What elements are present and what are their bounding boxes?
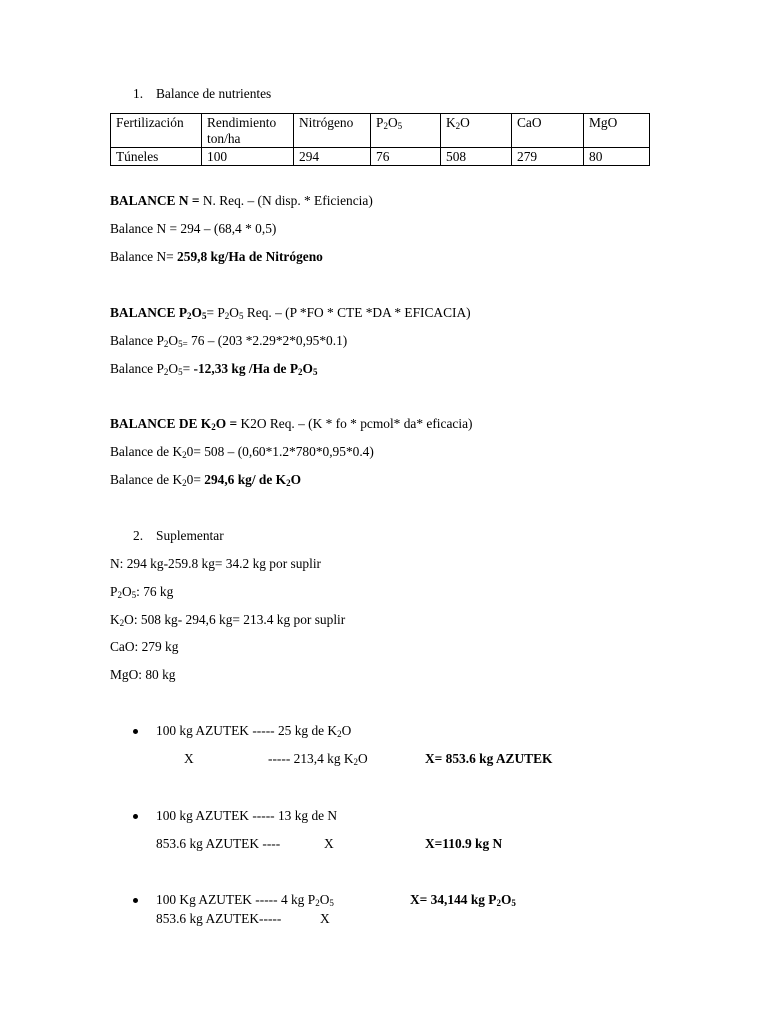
section-1-title: Balance de nutrientes: [156, 86, 272, 101]
balance-k-formula: BALANCE DE $K_2O = K2O$ Req. – (K * fo * pcmol* da* eficacia): [110, 416, 473, 432]
calc3-line1: 100 Kg AZUTEK ----- 4 kg $P_2O_5$: [156, 892, 334, 908]
supl-p2o5: $P_2O_5$: 76 kg: [110, 584, 174, 600]
table-cell: Túneles: [111, 148, 202, 166]
calc3-line2: 853.6 kg AZUTEK-----: [156, 911, 282, 926]
supl-n: N: 294 kg-259.8 kg= 34.2 kg por suplir: [110, 556, 322, 571]
calc2-x: X: [324, 836, 334, 851]
table-cell: 76: [371, 148, 441, 166]
balance-k-result: Balance de $K_20= 294,6$ kg/ de $K_2O$: [110, 472, 302, 488]
section-2-title: Suplementar: [156, 528, 224, 543]
balance-p-formula: BALANCE $P_2O_5= P_2O_5$ Req. – (P *FO * CTE *DA * EFICACIA): [110, 305, 471, 321]
table-cell: 80: [584, 148, 650, 166]
calc1-line2: ----- 213,4 kg $K_2O$: [268, 751, 368, 767]
table-header-cell: Fertilización: [111, 114, 202, 148]
balance-n-calc: Balance N = 294 – (68,4 * 0,5): [110, 221, 277, 236]
table-header-cell: Rendimiento ton/ha: [202, 114, 294, 148]
calc1-result: X= 853.6 kg AZUTEK: [425, 751, 553, 766]
calc1-x: X: [184, 751, 194, 766]
calc3-result: X= 34,144 kg $P_2O_5$: [410, 892, 516, 908]
calc1-line1: 100 kg AZUTEK ----- 25 kg de $K_2O$: [156, 723, 352, 739]
balance-p-result: Balance $P_2O_5= -12,33$ kg /Ha de $P_2O_5$: [110, 361, 318, 377]
table-cell: 294: [294, 148, 371, 166]
calc3-x: X: [320, 911, 330, 926]
table-header-cell: $P_2O_5$: [371, 114, 441, 148]
balance-n-formula: BALANCE N = N. Req. – (N disp. * Eficiencia): [110, 193, 373, 208]
table-cell: 279: [512, 148, 584, 166]
calc2-line2: 853.6 kg AZUTEK ----: [156, 836, 281, 851]
balance-n-result: Balance N= 259,8 kg/Ha de Nitrógeno: [110, 249, 323, 264]
bullet-icon: [133, 729, 138, 734]
table-header-cell: Nitrógeno: [294, 114, 371, 148]
calc2-result: X=110.9 kg N: [425, 836, 503, 851]
section-1-number: 1.: [133, 86, 144, 101]
balance-p-calc: Balance $P_2O_{5=}$ 76 – (203 *2.29*2*0,95*0.1): [110, 333, 348, 349]
table-header-cell: MgO: [584, 114, 650, 148]
bullet-icon: [133, 814, 138, 819]
table-cell: 100: [202, 148, 294, 166]
table-header-row: [111, 114, 650, 148]
section-2-number: 2.: [133, 528, 144, 543]
supl-mgo: MgO: 80 kg: [110, 667, 176, 682]
calc2-line1: 100 kg AZUTEK ----- 13 kg de N: [156, 808, 338, 823]
supl-cao: CaO: 279 kg: [110, 639, 179, 654]
balance-k-calc: Balance de $K_20= 508 - (0,60*1.2*780*0,95*0.4)$: [110, 444, 374, 460]
table-header-cell: CaO: [512, 114, 584, 148]
nutrient-table: [110, 113, 650, 166]
supl-k2o: $K_2O$: 508 kg- 294,6 kg= 213.4 kg por suplir: [110, 612, 346, 628]
bullet-icon: [133, 898, 138, 903]
table-header-cell: $K_2O$: [441, 114, 512, 148]
table-cell: 508: [441, 148, 512, 166]
table-row: [111, 148, 650, 166]
